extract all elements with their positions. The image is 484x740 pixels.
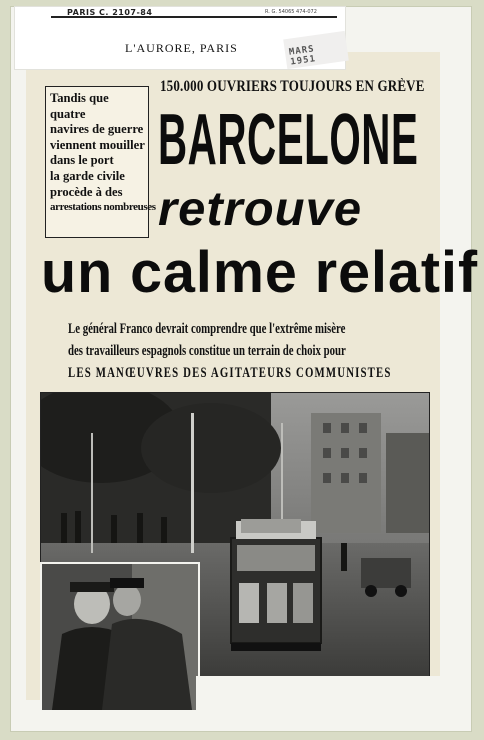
- deck-line: Le général Franco devrait comprendre que l'extrême misère: [68, 321, 346, 337]
- portrait-image: [42, 564, 198, 710]
- date-stamp: [283, 31, 349, 69]
- sidebar-line: dans le port: [50, 153, 114, 168]
- date-stamp-text: MARS 1951: [288, 44, 317, 68]
- sidebar-line: Tandis que quatre: [50, 91, 109, 121]
- sidebar-box: [45, 86, 156, 238]
- headline-line-3: un calme relatif: [41, 240, 479, 305]
- source-label: L'AURORE, PARIS: [125, 41, 238, 55]
- deck-line-caps: LES MANŒUVRES DES AGITATEURS COMMUNISTES: [68, 365, 392, 381]
- sidebar-line: arrestations nombreuses: [50, 201, 156, 214]
- men-portrait-photo: [40, 562, 200, 712]
- torn-edge: [196, 676, 442, 710]
- sidebar-text: [50, 91, 156, 216]
- strikers-kicker: 150.000 OUVRIERS TOUJOURS EN GRÈVE: [160, 78, 425, 95]
- press-slip: [14, 6, 346, 70]
- press-reference: PARIS C. 2107-84: [67, 8, 153, 17]
- deck-line: des travailleurs espagnols constitue un terrain de choix pour: [68, 343, 346, 359]
- sidebar-line: procède à des: [50, 184, 123, 199]
- headline-line-1: BARCELONE: [158, 100, 419, 180]
- press-reference-small: R. G. 54065 474-072: [265, 9, 317, 15]
- sidebar-line: navires de guerre: [50, 122, 144, 137]
- headline-line-2: retrouve: [158, 183, 363, 236]
- deck-text: [68, 318, 428, 384]
- sidebar-line: viennent mouiller: [50, 137, 145, 152]
- sidebar-line: la garde civile: [50, 168, 125, 183]
